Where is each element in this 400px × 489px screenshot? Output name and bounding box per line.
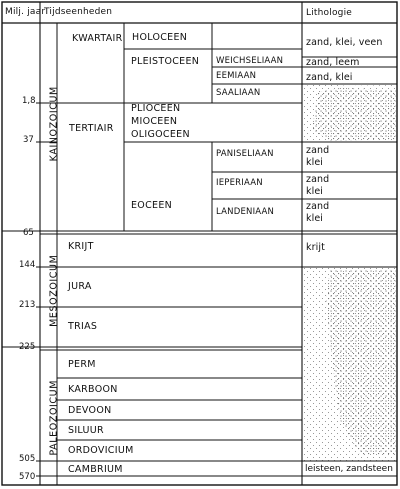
period-kwartair: KWARTAIR — [72, 33, 123, 44]
header-age: Milj. jaar — [5, 7, 46, 17]
age-label-570: 570 — [19, 472, 36, 482]
age-label-65: 65 — [23, 228, 34, 238]
period-siluur: SILUUR — [68, 425, 104, 436]
litho-holoceen: zand, klei, veen — [306, 37, 383, 48]
litho-ieperiaan-clay: klei — [306, 186, 324, 197]
age-label-1-8: 1,8 — [22, 96, 36, 106]
age-label-213: 213 — [19, 300, 36, 310]
stage-ieperiaan: IEPERIAAN — [216, 178, 263, 188]
epoch-eoceen: EOCEEN — [131, 200, 173, 211]
stage-weichseliaan: WEICHSELIAAN — [216, 56, 284, 66]
litho-paniseliaan-clay: klei — [306, 157, 324, 168]
epoch-pleistoceen: PLEISTOCEEN — [131, 56, 200, 67]
era-kainozoicum: KAINOZOICUM — [48, 86, 60, 162]
period-ordovicium: ORDOVICIUM — [68, 445, 134, 456]
period-perm: PERM — [68, 359, 96, 370]
period-devoon: DEVOON — [68, 405, 112, 416]
litho-krijt: krijt — [306, 242, 325, 253]
era-paleozoicum: PALEOZOICUM — [48, 379, 60, 456]
period-krijt: KRIJT — [68, 241, 94, 252]
period-karboon: KARBOON — [68, 384, 118, 395]
era-mesozoicum: MESOZOICUM — [48, 254, 60, 327]
epoch-mioceen: MIOCEEN — [131, 116, 178, 127]
epoch-holoceen: HOLOCEEN — [132, 32, 188, 43]
litho-landeniaan-sand: zand — [306, 201, 330, 212]
age-label-225: 225 — [19, 342, 36, 352]
lithology-stipple — [302, 84, 396, 461]
age-label-37: 37 — [23, 135, 34, 145]
stage-paniseliaan: PANISELIAAN — [216, 149, 274, 159]
stipple-tertiair-core — [312, 88, 396, 141]
litho-paniseliaan-sand: zand — [306, 145, 330, 156]
litho-eemiaan: zand, klei — [306, 72, 353, 83]
stage-eemiaan: EEMIAAN — [216, 71, 257, 81]
header-lithology: Lithologie — [306, 8, 353, 18]
epoch-plioceen: PLIOCEEN — [131, 103, 181, 114]
litho-landeniaan-clay: klei — [306, 213, 324, 224]
period-cambrium: CAMBRIUM — [68, 464, 123, 475]
period-trias: TRIAS — [68, 321, 98, 332]
age-label-144: 144 — [19, 260, 36, 270]
period-jura: JURA — [68, 281, 92, 292]
stage-saaliaan: SAALIAAN — [216, 88, 261, 98]
litho-weichseliaan: zand, leem — [306, 57, 360, 68]
period-tertiair: TERTIAIR — [69, 123, 114, 134]
epoch-oligoceen: OLIGOCEEN — [131, 129, 190, 140]
header-units: Tijdseenheden — [44, 7, 113, 17]
stage-landeniaan: LANDENIAAN — [216, 207, 275, 217]
age-label-505: 505 — [19, 454, 36, 464]
litho-cambrium: leisteen, zandsteen — [305, 464, 393, 474]
litho-ieperiaan-sand: zand — [306, 174, 330, 185]
